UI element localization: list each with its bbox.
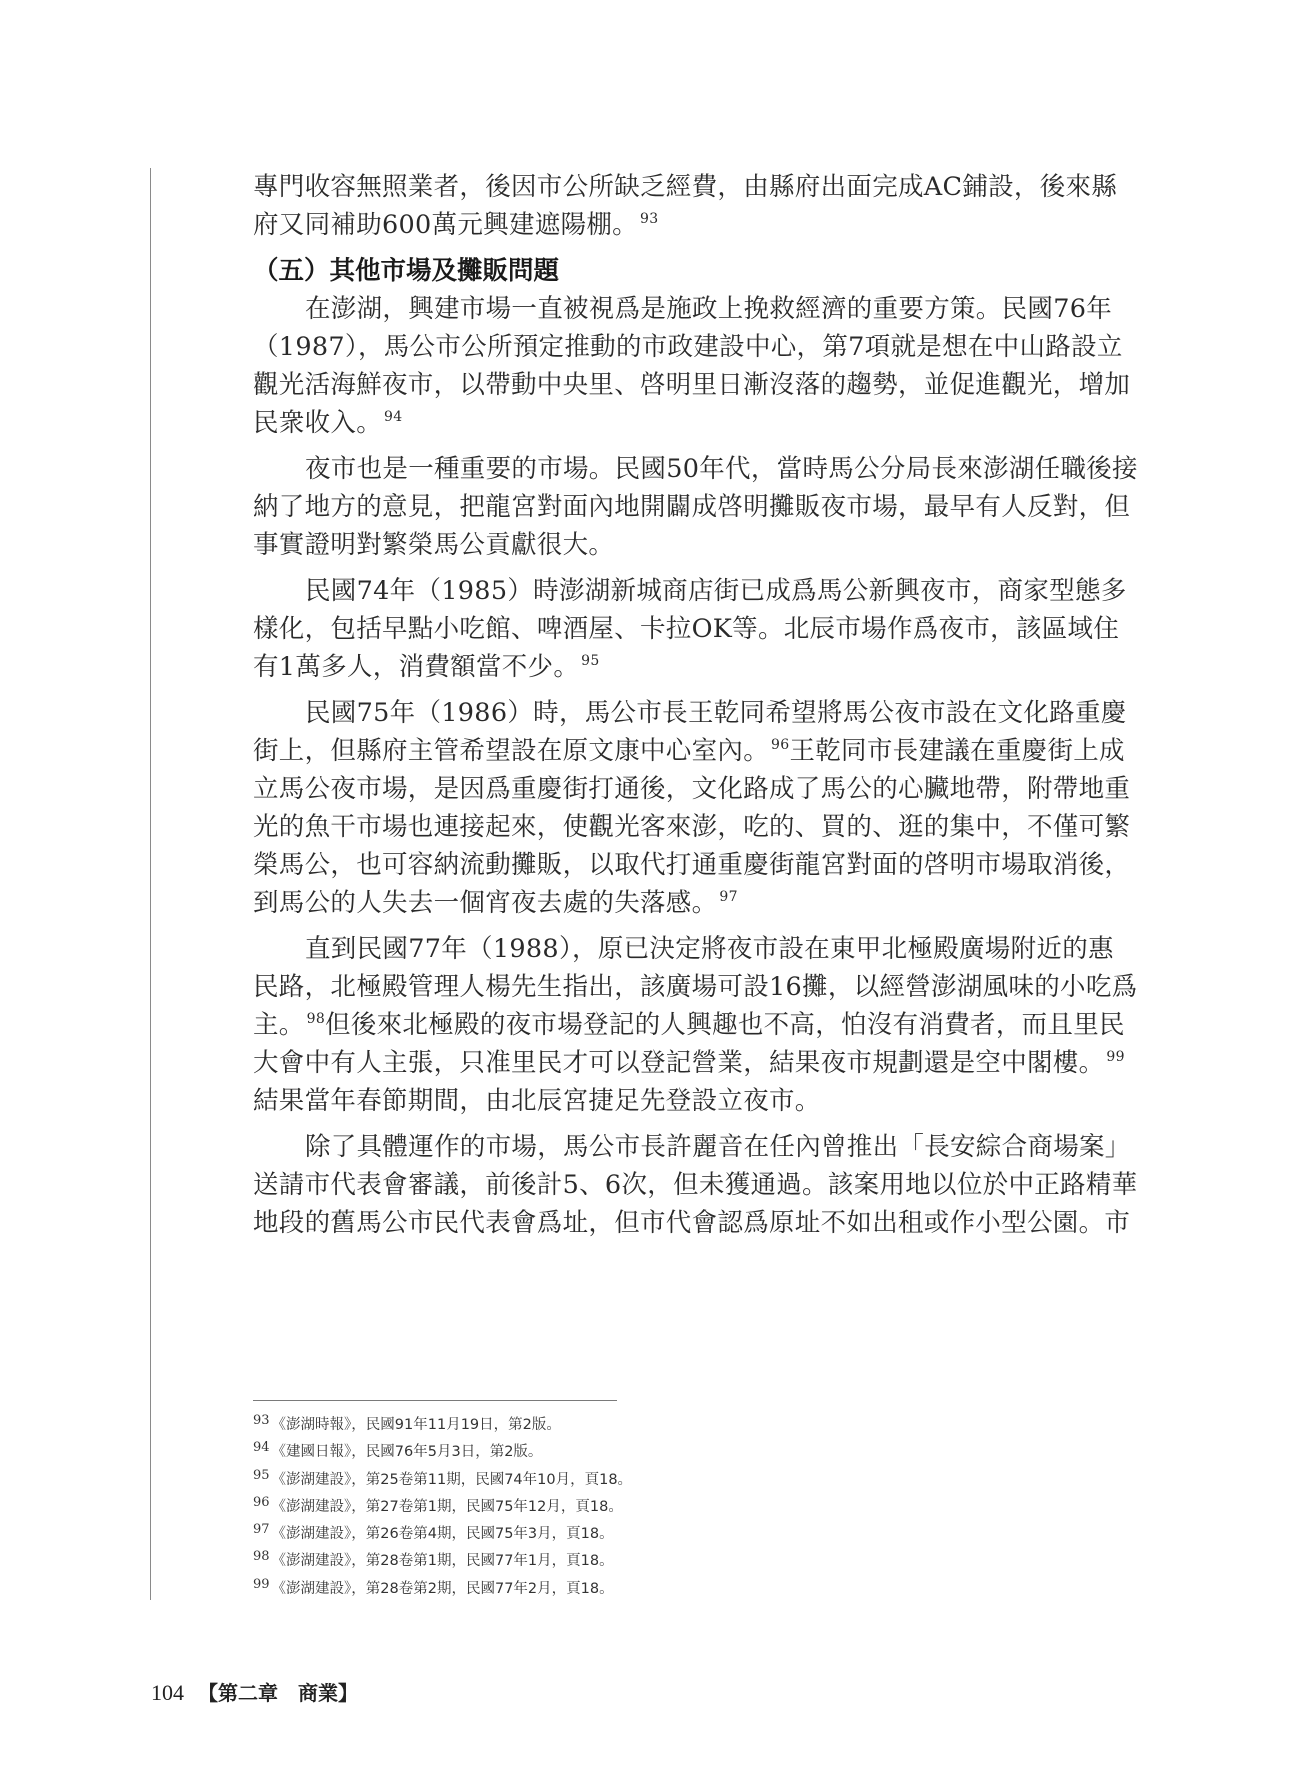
text-line [253, 1006, 1130, 1044]
footnote-text: 《澎湖建設》，第26卷第4期，民國75年3月，頁18。 [271, 1526, 614, 1543]
text-line: （1987），馬公市公所預定推動的市政建設中心，第7項就是想在中山路設立 [253, 332, 1123, 362]
footnote-number: 96 [253, 1494, 270, 1510]
footnote-number: 93 [253, 1413, 270, 1428]
text-line: 地段的舊馬公市民代表會爲址，但市代會認爲原址不如出租或作小型公園。市 [253, 1208, 1131, 1238]
text-line: 送請市代表會審議，前後計5、6次，但未獲通過。該案用地以位於中正路精華 [253, 1170, 1138, 1200]
footnote-text: 《建國日報》，民國76年5月3日，第2版。 [271, 1444, 543, 1461]
text-line: 民國75年（1986）時，馬公市長王乾同希望將馬公夜市設在文化路重慶 [305, 698, 1127, 728]
footnote-ref[interactable]: 94 [384, 409, 403, 425]
text-line: 民國74年（1985）時澎湖新城商店街已成爲馬公新興夜市，商家型態多 [305, 576, 1127, 606]
text-span: 主。 [253, 1010, 305, 1040]
text-span: 到馬公的人失去一個宵夜去處的失落感。 [253, 888, 718, 918]
text-line: 民路，北極殿管理人楊先生指出，該廣場可設16攤，以經營澎湖風味的小吃爲 [253, 972, 1138, 1002]
text-line: 結果當年春節期間，由北辰宮捷足先登設立夜市。 [253, 1086, 821, 1116]
text-line: 光的魚干市場也連接起來，使觀光客來澎，吃的、買的、逛的集中，不僅可繁 [253, 812, 1131, 842]
footnote-ref[interactable]: 97 [719, 889, 738, 905]
footnote-text: 《澎湖時報》，民國91年11月19日，第2版。 [271, 1417, 561, 1433]
text-line: 專門收容無照業者，後因市公所缺乏經費，由縣府出面完成AC鋪設，後來縣 [253, 172, 1118, 202]
text-line [253, 206, 1130, 244]
section-heading: （五）其他市場及攤販問題 [253, 256, 560, 286]
footnote [253, 1467, 632, 1494]
footnote-number: 94 [253, 1440, 270, 1456]
text-line [253, 648, 1130, 686]
text-line: 直到民國77年（1988），原已決定將夜市設在東甲北極殿廣場附近的惠 [305, 934, 1114, 964]
footnote-text: 《澎湖建設》，第28卷第2期，民國77年2月，頁18。 [271, 1580, 614, 1597]
text-span: 民衆收入。 [253, 408, 383, 438]
footnote [253, 1412, 632, 1439]
text-line [253, 404, 1130, 442]
body-text [253, 168, 1138, 1242]
margin-rule [150, 168, 151, 1600]
footnote [253, 1548, 632, 1575]
footnote [253, 1521, 632, 1548]
text-span: 大會中有人主張，只准里民才可以登記營業，結果夜市規劃還是空中閣樓。 [253, 1048, 1105, 1078]
footnote-text: 《澎湖建設》，第28卷第1期，民國77年1月，頁18。 [271, 1553, 614, 1570]
text-line: 立馬公夜市場，是因爲重慶街打通後，文化路成了馬公的心臟地帶，附帶地重 [253, 774, 1131, 804]
footnote-number: 97 [253, 1522, 270, 1538]
footnote-number: 95 [253, 1467, 270, 1483]
text-line: 納了地方的意見，把龍宮對面內地開闢成啓明攤販夜市場，最早有人反對，但 [253, 492, 1131, 522]
footnote-text: 《澎湖建設》，第27卷第1期，民國75年12月，頁18。 [271, 1498, 623, 1515]
text-line: 事實證明對繁榮馬公貢獻很大。 [253, 530, 615, 560]
footnote-ref[interactable]: 99 [1106, 1049, 1125, 1065]
footnote [253, 1576, 632, 1603]
footnote-number: 98 [253, 1549, 270, 1565]
footnote-ref[interactable]: 96 [771, 737, 790, 753]
text-span: 但後來北極殿的夜市場登記的人興趣也不高，怕沒有消費者，而且里民 [325, 1010, 1125, 1040]
footnote-ref[interactable]: 95 [581, 653, 600, 669]
footnotes [253, 1412, 632, 1603]
page-footer [151, 1677, 358, 1706]
footnote-text: 《澎湖建設》，第25卷第11期，民國74年10月，頁18。 [271, 1471, 633, 1488]
page-number: 104 [151, 1680, 184, 1705]
text-line: 榮馬公，也可容納流動攤販，以取代打通重慶街龍宮對面的啓明市場取消後， [253, 850, 1131, 880]
text-span: 街上，但縣府主管希望設在原文康中心室內。 [253, 736, 770, 766]
footnote-divider [253, 1400, 617, 1401]
text-line [253, 732, 1130, 770]
text-span: 王乾同市長建議在重慶街上成 [789, 736, 1125, 766]
footnote [253, 1494, 632, 1521]
footnote-ref[interactable]: 93 [639, 211, 659, 227]
text-span: 有1萬多人，消費額當不少。 [253, 652, 580, 682]
text-line: 觀光活海鮮夜市，以帶動中央里、啓明里日漸沒落的趨勢，並促進觀光，增加 [253, 370, 1131, 400]
footnote-ref[interactable]: 98 [306, 1011, 326, 1027]
text-line: 樣化，包括早點小吃館、啤酒屋、卡拉OK等。北辰市場作爲夜市，該區域住 [253, 614, 1120, 644]
text-line [253, 884, 1130, 922]
chapter-label: 【第二章 商業】 [198, 1681, 358, 1705]
footnote [253, 1439, 632, 1466]
text-line: 除了具體運作的市場，馬公市長許麗音在任內曾推出「長安綜合商場案」 [305, 1132, 1131, 1162]
footnote-number: 99 [253, 1576, 270, 1592]
text-line [253, 1044, 1130, 1082]
text-span: 府又同補助600萬元興建遮陽棚。 [253, 210, 638, 240]
text-line: 夜市也是一種重要的市場。民國50年代，當時馬公分局長來澎湖任職後接 [305, 454, 1138, 484]
text-line: 在澎湖，興建市場一直被視爲是施政上挽救經濟的重要方策。民國76年 [305, 294, 1113, 324]
